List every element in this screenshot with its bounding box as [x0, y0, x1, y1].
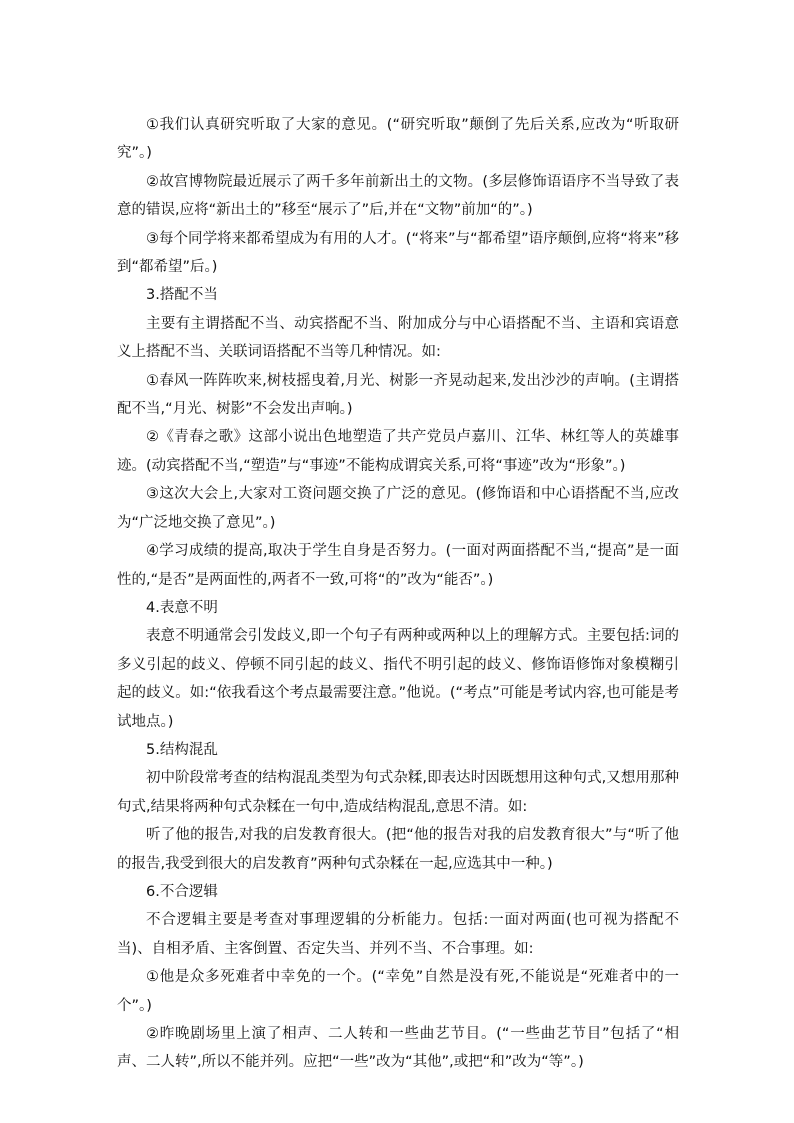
paragraph-jiegou-intro: 初中阶段常考查的结构混乱类型为句式杂糅,即表达时因既想用这种句式,又想用那种句式,结果将两种句式杂糅在一句中,造成结构混乱,意思不清。如:	[117, 770, 679, 815]
paragraph-dapei-intro: 主要有主谓搭配不当、动宾搭配不当、附加成分与中心语搭配不当、主语和宾语意义上搭配不当、关联词语搭配不当等几种情况。如:	[117, 315, 679, 361]
example-dapei-2: ②《青春之歌》这部小说出色地塑造了共产党员卢嘉川、江华、林红等人的英雄事迹。(动宾搭配不当,“塑造”与“事迹”不能构成谓宾关系,可将“事迹”改为“形象”。)	[117, 429, 679, 474]
paragraph-biaoyi: 表意不明通常会引发歧义,即一个句子有两种或两种以上的理解方式。主要包括:词的多义引起的歧义、停顿不同引起的歧义、指代不明引起的歧义、修饰语修饰对象模糊引起的歧义。如:“依我看这个考点最需要注意。”他说。(“考点”可能是考试内容,也可能是考试地点。)	[117, 628, 679, 730]
example-yuxu-1: ①我们认真研究听取了大家的意见。(“研究听取”颠倒了先后关系,应改为“听取研究”。)	[117, 117, 679, 162]
example-dapei-3: ③这次大会上,大家对工资问题交换了广泛的意见。(修饰语和中心语搭配不当,应改为“广泛地交换了意见”。)	[117, 486, 679, 531]
example-dapei-1: ①春风一阵阵吹来,树枝摇曳着,月光、树影一齐晃动起来,发出沙沙的声响。(主谓搭配不当,“月光、树影”不会发出声响。)	[117, 372, 679, 418]
example-yuxu-3: ③每个同学将来都希望成为有用的人才。(“将来”与“都希望”语序颠倒,应将“将来”移到“都希望”后。)	[117, 230, 679, 276]
example-luoji-2: ②昨晚剧场里上演了相声、二人转和一些曲艺节目。(“一些曲艺节目”包括了“相声、二人转”,所以不能并列。应把“一些”改为“其他”,或把“和”改为“等”。)	[117, 1026, 679, 1071]
example-dapei-4: ④学习成绩的提高,取决于学生自身是否努力。(一面对两面搭配不当,“提高”是一面性的,“是否”是两面性的,两者不一致,可将“的”改为“能否”。)	[117, 543, 679, 588]
example-jiegou-1: 听了他的报告,对我的启发教育很大。(把“他的报告对我的启发教育很大”与“听了他的报告,我受到很大的启发教育”两种句式杂糅在一起,应选其中一种。)	[117, 827, 679, 872]
section-heading-jiegou: 5.结构混乱	[146, 741, 218, 758]
example-luoji-1: ①他是众多死难者中幸免的一个。(“幸免”自然是没有死,不能说是“死难者中的一个”。)	[117, 969, 679, 1014]
section-heading-biaoyi: 4.表意不明	[146, 599, 218, 616]
section-heading-luoji: 6.不合逻辑	[146, 883, 218, 900]
example-yuxu-2: ②故宫博物院最近展示了两千多年前新出土的文物。(多层修饰语语序不当导致了表意的错误,应将“新出土的”移至“展示了”后,并在“文物”前加“的”。)	[117, 173, 679, 219]
section-heading-dapei: 3.搭配不当	[146, 287, 218, 304]
paragraph-luoji-intro: 不合逻辑主要是考查对事理逻辑的分析能力。包括:一面对两面(也可视为搭配不当)、自相矛盾、主客倒置、否定失当、并列不当、不合事理。如:	[117, 912, 679, 957]
document-body	[117, 111, 679, 1077]
